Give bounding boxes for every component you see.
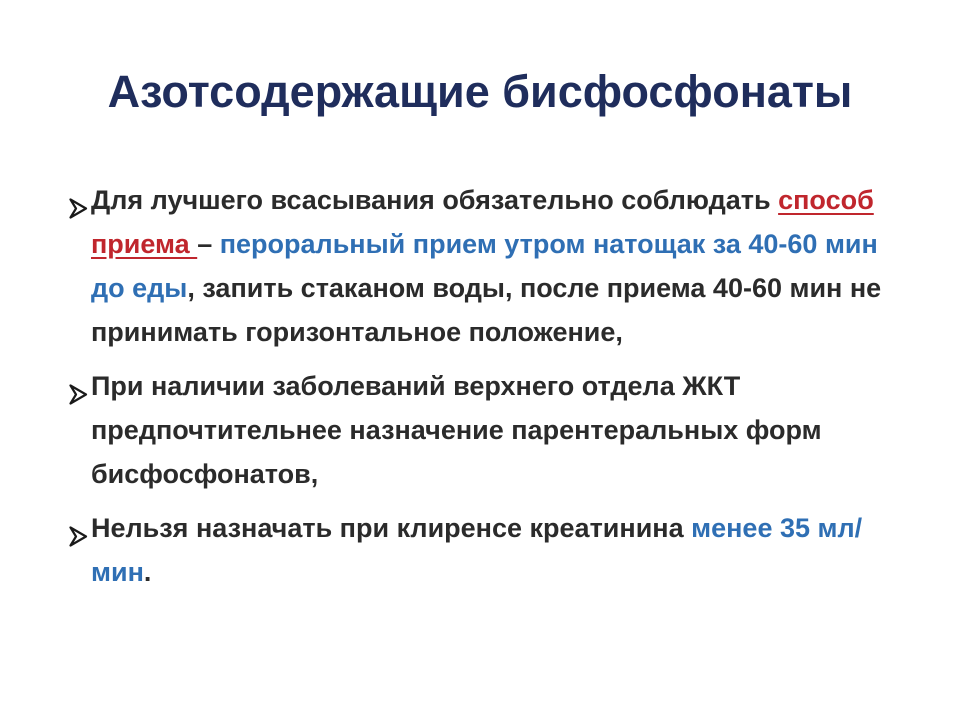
bullet-list xyxy=(70,178,900,604)
bullet-segment: Нельзя назначать при клиренсе креатинина xyxy=(91,513,692,543)
highlight-blue: менее 35 мл/мин xyxy=(91,513,863,587)
bullet-segment: Для лучшего всасывания обязательно соблюдать xyxy=(91,185,779,215)
bullet-item xyxy=(70,506,900,594)
bullet-text xyxy=(91,513,862,587)
bullet-text xyxy=(91,371,822,489)
arrow-bullet-icon xyxy=(69,374,88,395)
bullet-segment: При наличии заболеваний верхнего отдела ЖКТ предпочтительнее назначение парентеральных форм бисфосфонатов, xyxy=(91,371,822,489)
bullet-segment: – xyxy=(197,229,220,259)
slide-title: Азотсодержащие бисфосфонаты xyxy=(107,66,853,117)
bullet-item xyxy=(70,364,900,496)
highlight-red-underline: способ приема xyxy=(91,185,874,259)
bullet-segment: . xyxy=(143,557,152,587)
highlight-blue: пероральный прием утром натощак за 40-60 мин до еды xyxy=(91,229,878,303)
arrow-bullet-icon xyxy=(69,516,88,537)
bullet-text xyxy=(91,185,881,347)
bullet-segment: , запить стаканом воды, после приема 40-60 мин не принимать горизонтальное положение, xyxy=(91,273,882,347)
bullet-item xyxy=(70,178,900,354)
arrow-bullet-icon xyxy=(69,188,88,209)
